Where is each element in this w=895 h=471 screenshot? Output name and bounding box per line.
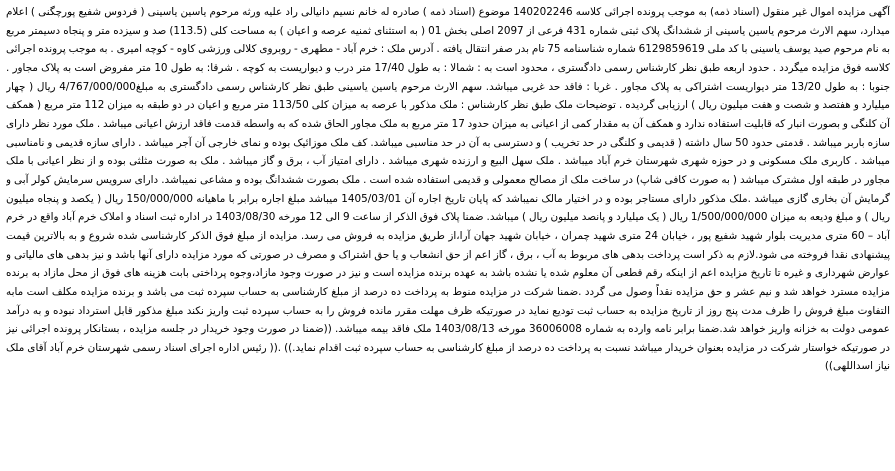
notice-body-text: آگهی مزایده اموال غیر منقول (اسناد ذمه) به موجب پرونده اجرائی کلاسه 140202246 موضوع (اسناد ذمه ) صادره له خانم نسیم دانیالی راد علیه ورثه مرحوم یاسین یاسینی ( فردوس شفیع پورچگنی ) اعلام میدارد، سهم الارث مرحوم یاسین یاسینی از ششدانگ پلاک ثبتی شماره 431 فرعی از 2097 اصلی بخش 01 ( به استثنای ثمنیه عرصه و اعیان ) به مساحت کلی (113.5) صد و سیزده متر و پنجاه دسیمتر مربع به نام مرحوم صید یوسف یاسینی با کد ملی 6129859619 شماره شناسنامه 75 تام بدر صفر انتقال یافته . آدرس ملک : خرم آباد - مطهری - روبروی کلالی ورزشی کاوه - کوچه امیری . به موجب پرونده اجرائی کلاسه فوق مزایده میگردد . حدود اربعه طبق نظر کارشناس رسمی دادگستری ، محدود است به : شمالا : به طول 17/40 متر درب و دیواریست به کوچه . شرقا: به طول 10 متر مفروض است به پلاک مجاور . جنوبا : به طول 13/20 متر دیواریست اشتراکی به پلاک مجاور . غربا : فاقد حد غربی میباشد. سهم الارث مرحوم یاسین یاسینی طبق نظر کارشناس رسمی دادگستری به مبلغ4/767/000/000 ریال ( چهار میلیارد و هفتصد و شصت و هفت میلیون ریال ) ارزیابی گردیده . توضیحات ملک طبق نظر کارشناس : ملک مذکور با عرصه به میزان کلی 113/50 متر مربع و اعیان در دو طبقه به میزان 112 متر مربع ( همکف آن کلنگی و بصورت انبار که قابلیت استفاده ندارد و همکف آن به مقدار کمی از اعیانی به میزان حدود 17 متر مربع به ملک مجاور الحاق شده که به واسطه قدمت فاقد ارزش اعیانی میباشد . ملک مورد نظر دارای سازه باربر میباشد . قدمتی حدود 50 سال داشته ( قدیمی و کلنگی در حد تخریب ) و دسترسی به آن در حد مناسبی میباشد. کف ملک موزائیک بوده و نمای خارجی آن آجر میباشد . دارای سازه قدیمی و نامناسبی میباشد . کاربری ملک مسکونی و در حوزه شهری شهرستان خرم آباد میباشد . ملک سهل البیع و ارزنده شهری میباشد . دارای امتیاز آب ، برق و گاز میباشد . ملک به صورت مثلثی بوده و از نظر اعیانی با ملک مجاور در طبقه اول مشترک میباشد ( به صورت کافی شاپ) در ساخت ملک از مصالح معمولی و قدیمی استفاده شده است . ملک بصورت ششدانگ بوده و مشاعی نمیباشد. دارای سرویس سرمایش کولر آبی و گرمایش آن بخاری گازی میباشد .ملک مذکور دارای مستاجر بوده و در اختیار مالک نمیباشد که پایان تاریخ اجاره آن 1405/03/01 میباشد مبلغ اجاره برابر با ماهیانه 150/000/000 ریال ( یکصد و پنجاه میلیون ریال ) و مبلغ ودیعه به میزان 1/500/000/000 ریال ( یک میلیارد و پانصد میلیون ریال ) میباشد. ضمنا پلاک فوق الذکر از ساعت 9 الی 12 مورخه 1403/08/30 در اداره ثبت اسناد و املاک خرم آباد واقع در خرم آباد – 60 متری مدیریت بلوار شهید شفیع پور ، خیابان 24 متری شهید چمران ، خیابان شهید جهان آرا،از طریق مزایده به فروش می رسد. مزایده از مبلغ فوق الذکر کارشناسی شده شروع و به بالاترین قیمت پیشنهادی نقدا فروخته می شود.لازم به ذکر است پرداخت بدهی های مربوط به آب ، برق ، گاز اعم از حق انشعاب و یا حق اشتراک و مصرف در صورتی که مورد مزایده دارای آنها باشد و نیز بدهی های مالیاتی و عوارض شهرداری و غیره تا تاریخ مزایده اعم از اینکه رقم قطعی آن معلوم شده یا نشده باشد به عهده برنده مزایده است و نیز در صورت وجود مازاد،وجوه پرداختی بابت هزینه های فوق از محل مازاد به برنده مزایده مسترد خواهد شد و نیم عشر و حق مزایده نقداً وصول می گردد .ضمنا شرکت در مزایده منوط به پرداخت ده درصد از مبلغ کارشناسی به حساب سپرده ثبت می باشد و برنده مزایده مکلف است مابه التفاوت مبلغ فروش را ظرف مدت پنج روز از تاریخ مزایده به حساب ثبت تودیع نماید در صورتیکه ظرف مهلت مقرر مانده فروش را به حساب سپرده ثبت واریز نکند مبلغ مذکور قابل استرداد نبوده و به درآمد عمومی دولت به خزانه واریز خواهد شد.ضمنا برابر نامه وارده به شماره 36006008 مورخه 1403/08/13 ملک فاقد بیمه میباشد. ((ضمنا در صورت وجود خریدار در جلسه مزایده ، بستانکار پرونده اجرائی نیز در صورتیکه خواستار شرکت در مزایده بعنوان خریدار میباشد نسبت به پرداخت ده درصد از مبلغ کارشناسی به حساب سپرده ثبت اقدام نماید.)) .(( رئیس اداره اجرای اسناد رسمی شهرستان خرم آباد آقای ملک نیاز اسداللهی)) xyxy=(6,6,890,373)
auction-notice xyxy=(6,3,890,469)
